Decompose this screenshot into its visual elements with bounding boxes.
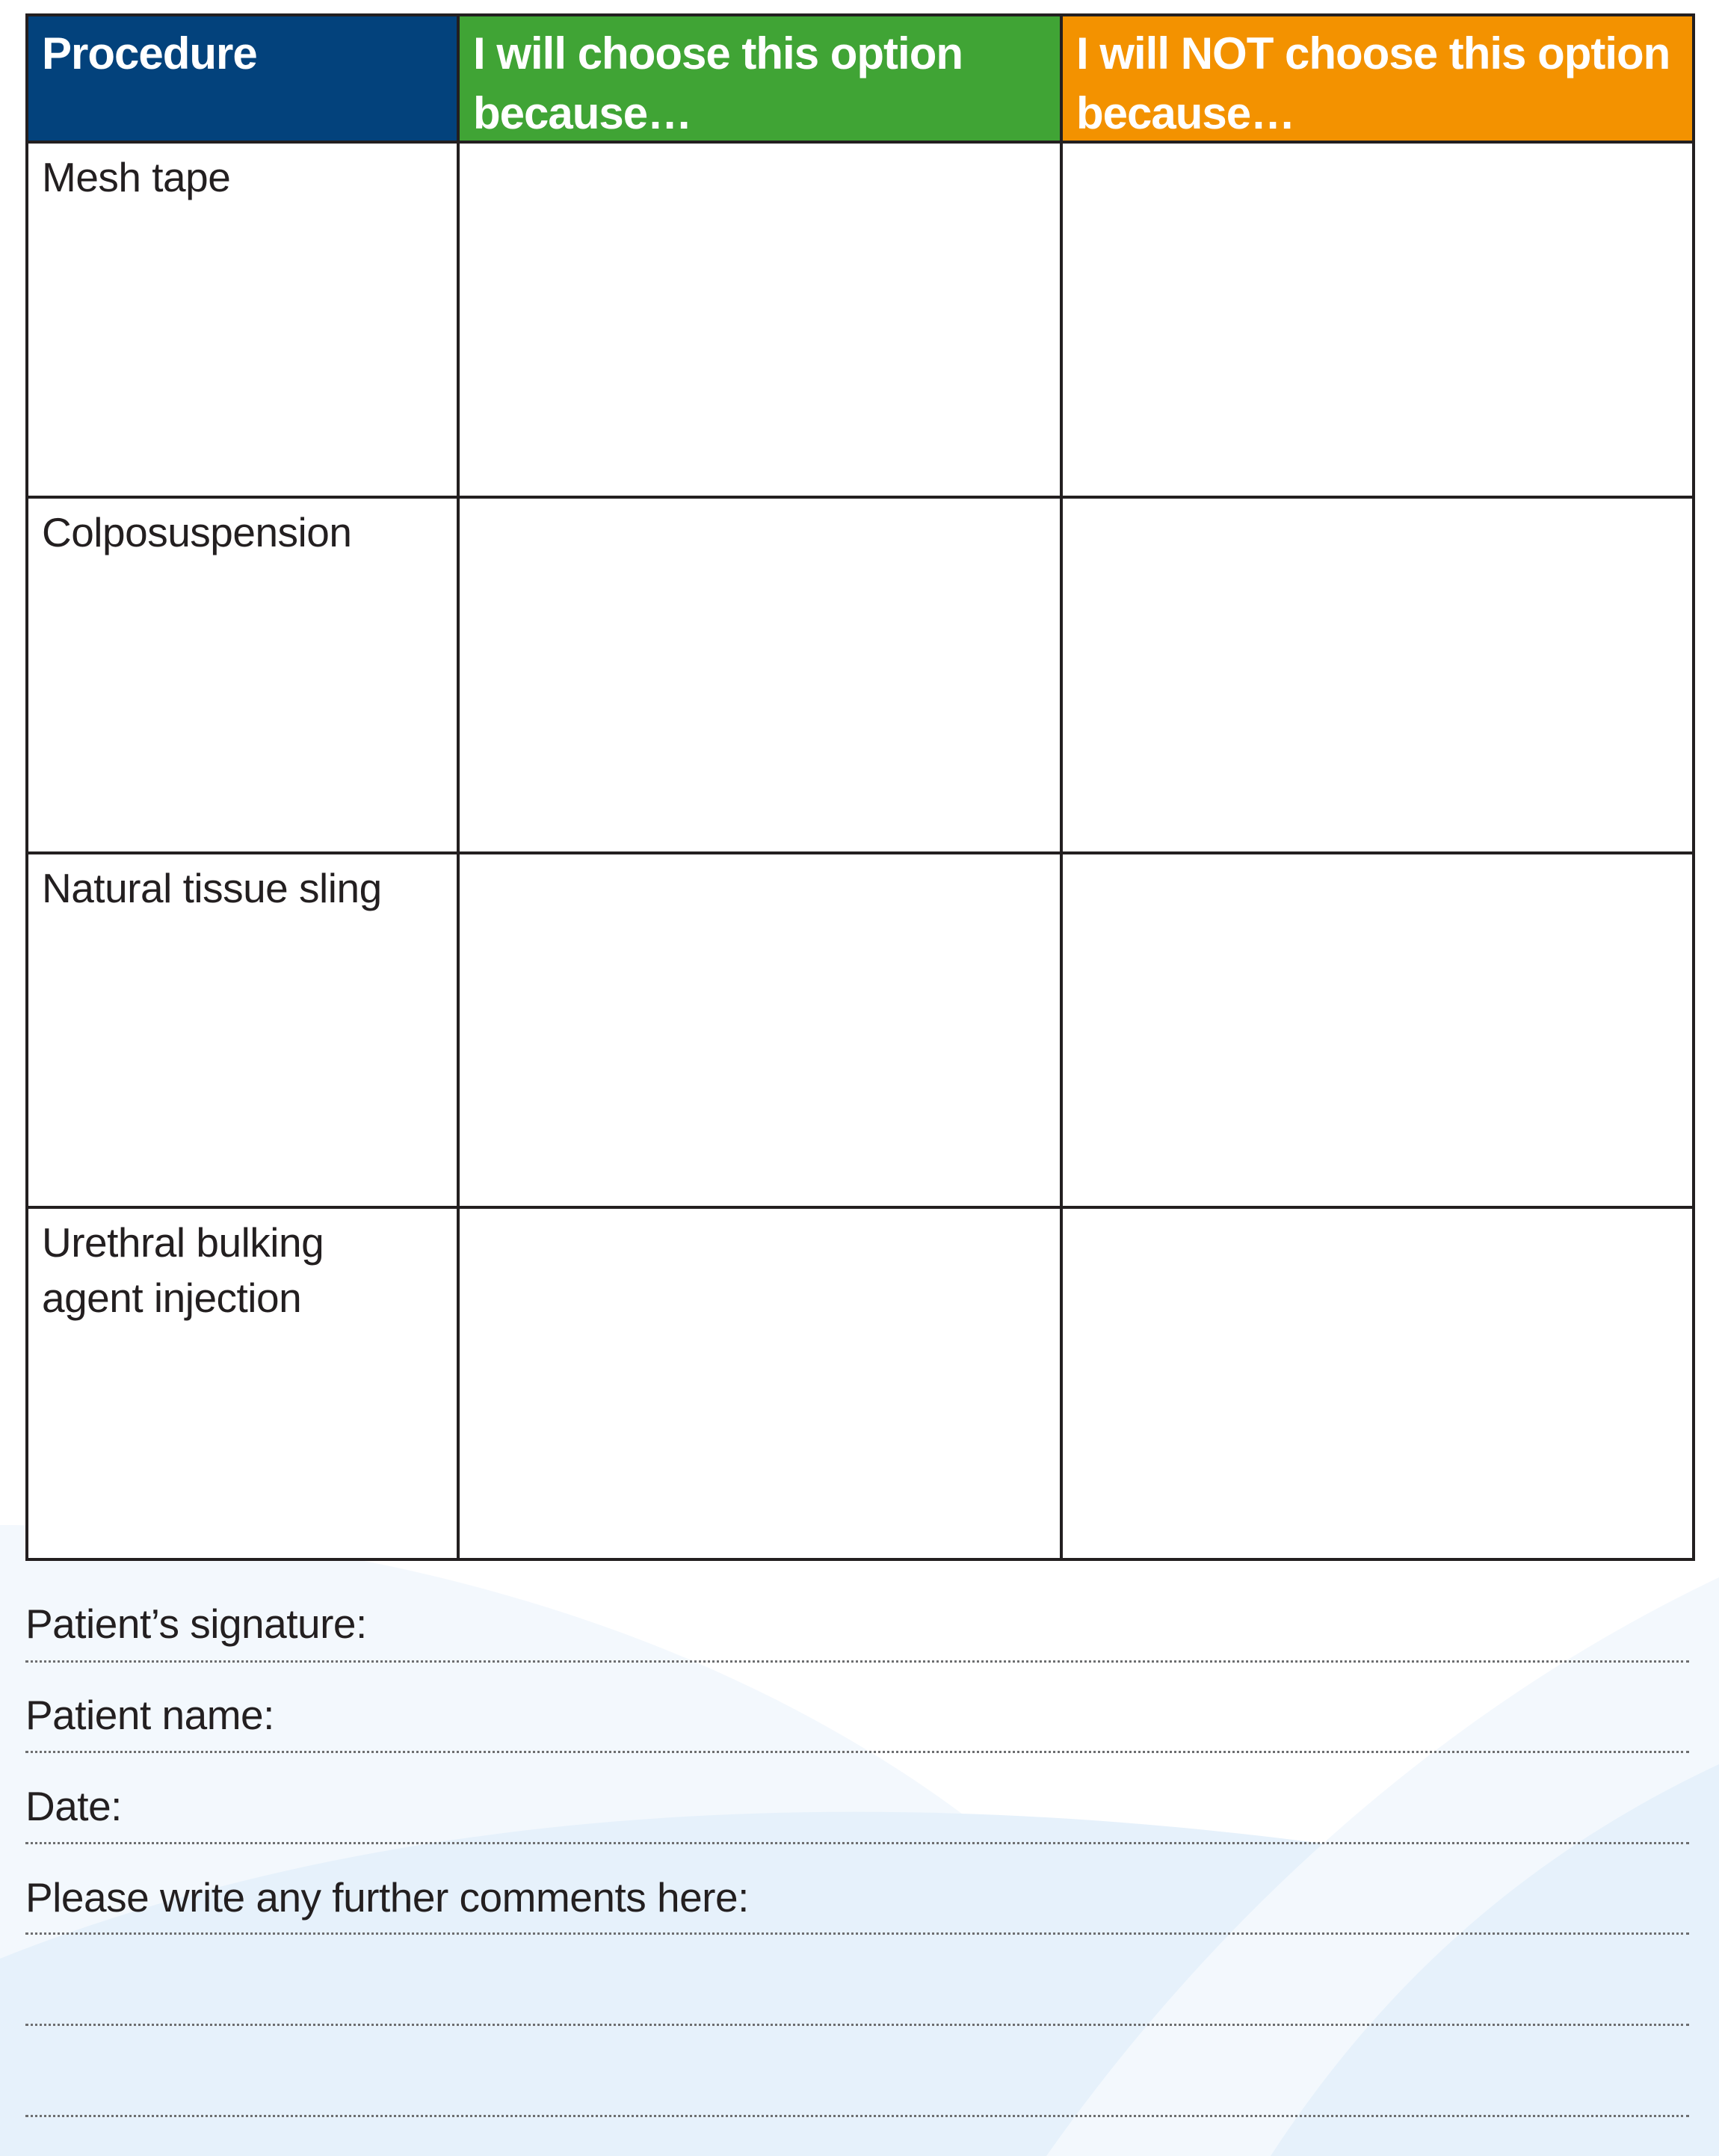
date-label: Date: xyxy=(25,1783,122,1829)
procedure-mesh-tape: Mesh tape xyxy=(42,154,231,200)
procedure-colposuspension: Colposuspension xyxy=(42,509,352,555)
comments-line[interactable] xyxy=(25,2024,1689,2026)
date-line[interactable] xyxy=(25,1842,1689,1844)
header-will-not-choose: I will NOT choose this option because… xyxy=(1060,16,1692,141)
comments-line[interactable] xyxy=(25,2115,1689,2117)
signature-line[interactable] xyxy=(25,1660,1689,1663)
header-will-choose: I will choose this option because… xyxy=(457,16,1060,141)
procedure-natural-tissue-sling: Natural tissue sling xyxy=(42,865,382,911)
header-procedure: Procedure xyxy=(28,16,457,141)
signature-label: Patient’s signature: xyxy=(25,1601,367,1647)
comments-line[interactable] xyxy=(25,1932,1689,1935)
comments-label: Please write any further comments here: xyxy=(25,1874,749,1921)
patient-details-section xyxy=(25,0,1689,2156)
patient-name-label: Patient name: xyxy=(25,1692,274,1738)
procedure-urethral-bulking: Urethral bulking agent injection xyxy=(42,1219,324,1321)
patient-name-line[interactable] xyxy=(25,1751,1689,1753)
